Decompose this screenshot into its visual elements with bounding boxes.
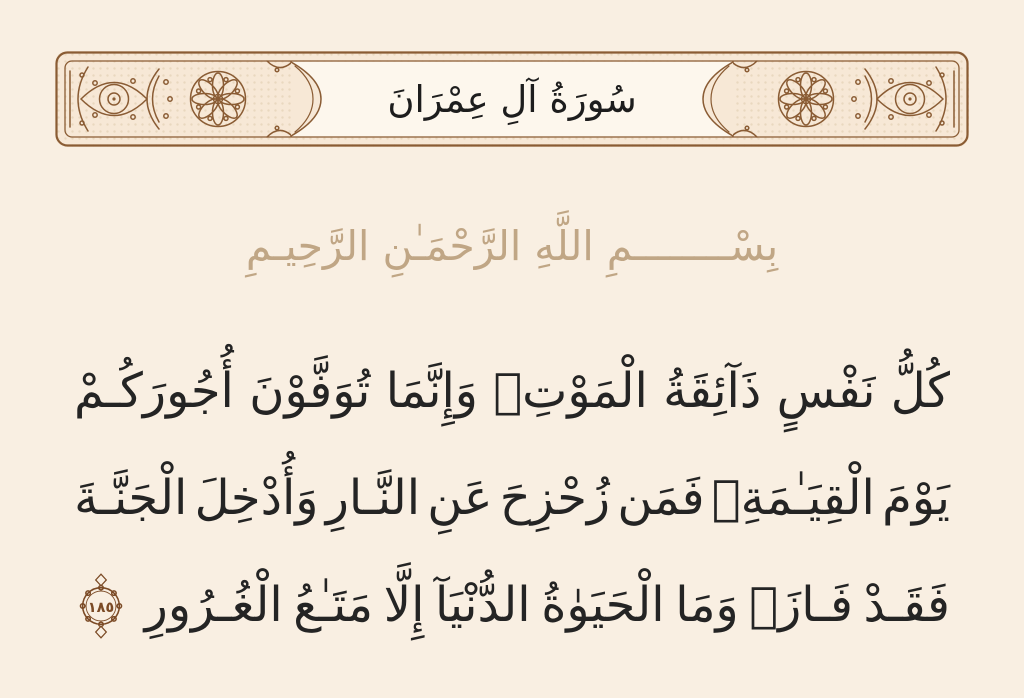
ayah-medallion-icon xyxy=(74,572,128,640)
verse-line-1: كُلُّ نَفْسٍ ذَآئِقَةُ الْمَوْتِۗ وَإِنَّمَا تُوَفَّوْنَ أُجُورَكُـمْ xyxy=(74,363,950,419)
ayah-end-medallion xyxy=(74,572,128,640)
bismillah: بِسْــــــــمِ اللَّهِ الرَّحْمَـٰنِ الرَّحِيـمِ xyxy=(245,222,779,270)
verse-block xyxy=(74,338,950,659)
verse-line-3: فَقَـدْ فَـازَۗ وَمَا الْحَيَوٰةُ الدُّنْيَآ إِلَّا مَتَـٰعُ الْغُـرُورِ ١٨٥ xyxy=(74,552,950,659)
ayah-number: ١٨٥ xyxy=(87,599,115,616)
verse-line-2: يَوْمَ الْقِيَـٰمَةِۖ فَمَن زُحْزِحَ عَنِ النَّـارِ وَأُدْخِلَ الْجَنَّـةَ xyxy=(74,470,950,526)
surah-title: سُورَةُ آلِ عِمْرَانَ xyxy=(387,77,637,121)
